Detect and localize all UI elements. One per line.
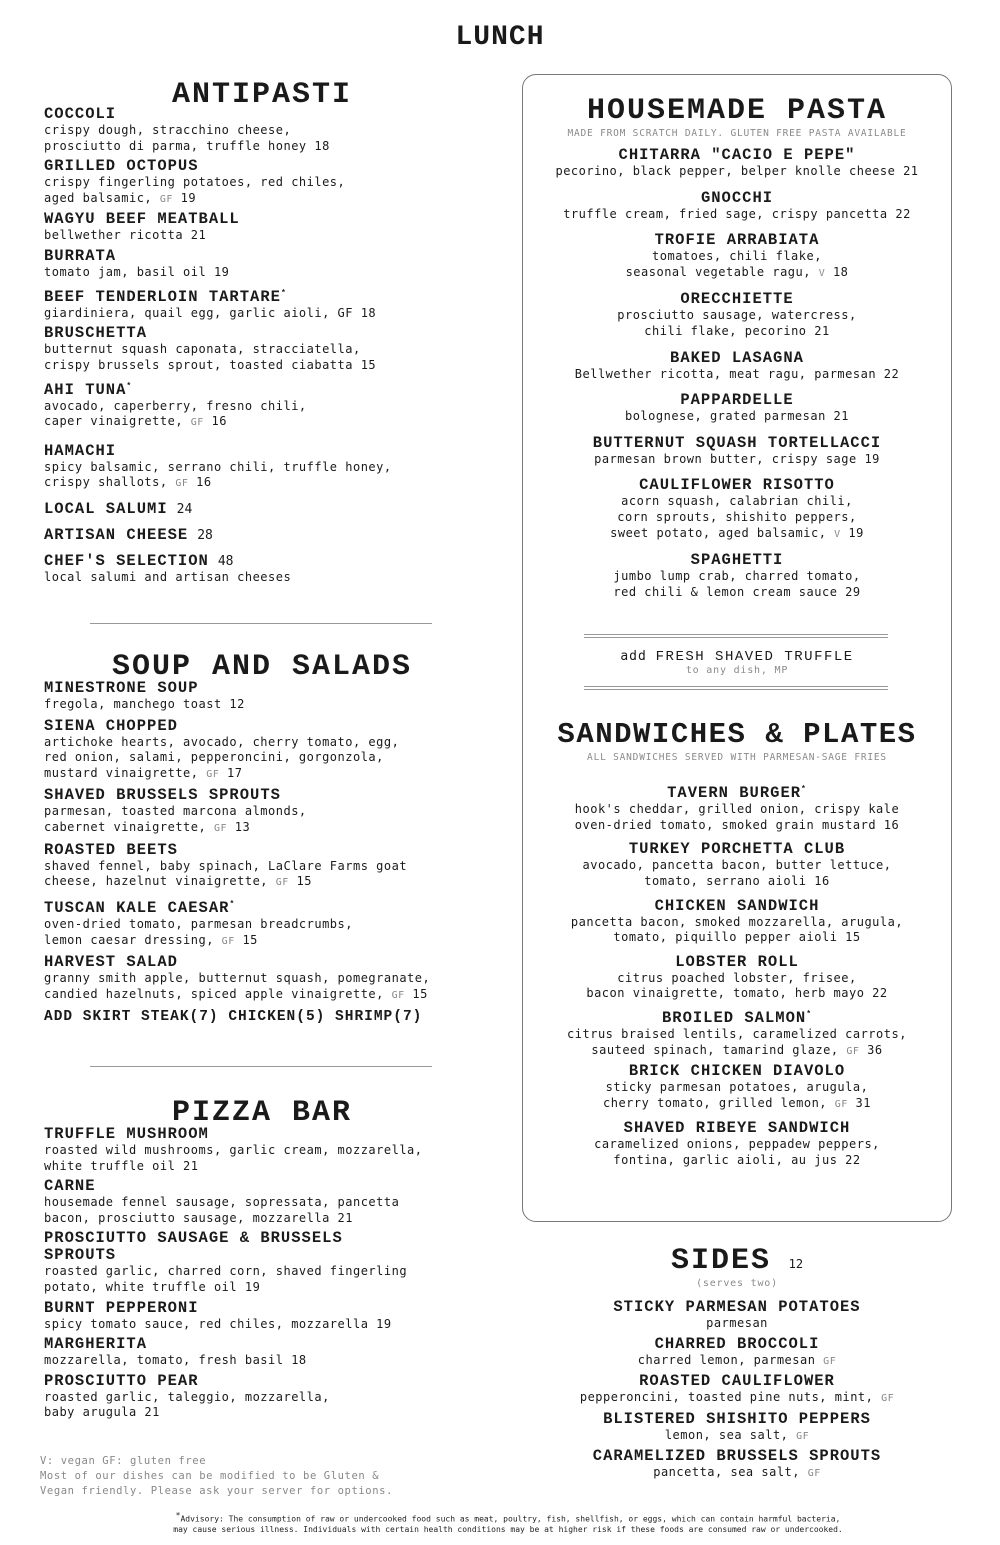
menu-item — [44, 443, 484, 492]
item-name: BURNT PEPPERONI — [44, 1298, 199, 1317]
item-name: GRILLED OCTOPUS — [44, 157, 199, 176]
menu-item — [524, 232, 950, 281]
page-title: LUNCH — [455, 22, 545, 53]
menu-item — [524, 1120, 950, 1168]
menu-item — [524, 1006, 950, 1059]
diet-tag: GF — [823, 1355, 837, 1367]
item-description: bacon, prosciutto sausage, mozzarella 21 — [44, 1210, 353, 1225]
item-name: CARAMELIZED BRUSSELS SPROUTS — [592, 1447, 882, 1466]
item-description: potato, white truffle oil 19 — [44, 1279, 261, 1294]
item-name: PAPPARDELLE — [680, 391, 794, 410]
item-description: parmesan brown butter, crispy sage 19 — [594, 451, 880, 466]
pizza-list — [44, 1126, 484, 1421]
item-description: baby arugula 21 — [44, 1405, 160, 1420]
description-price: 18 — [825, 264, 849, 279]
diet-tag: V — [834, 528, 841, 540]
menu-item — [44, 896, 484, 949]
advisory-line: may cause serious illness. Individuals with certain health conditions may be at higher risk if these foods are consumed raw or undercooked. — [173, 1524, 843, 1534]
item-name: STICKY PARMESAN POTATOES — [613, 1298, 861, 1316]
menu-item — [44, 378, 484, 431]
item-description — [524, 1096, 950, 1113]
item-description: red onion, salami, pepperoncini, gorgonzola, — [44, 750, 384, 765]
item-name: PROSCIUTTO PEAR — [44, 1371, 199, 1390]
menu-item — [44, 1178, 484, 1226]
item-description — [44, 874, 484, 891]
asterisk-mark: * — [806, 1009, 813, 1019]
item-description: tomato, serrano aioli 16 — [644, 873, 830, 888]
item-description: parmesan, toasted marcona almonds, — [44, 804, 307, 819]
sides-list — [524, 1299, 950, 1482]
item-name: WAGYU BEEF MEATBALL — [44, 210, 240, 229]
item-name: BEEF TENDERLOIN TARTARE — [44, 287, 281, 306]
item-price: 24 — [176, 502, 193, 518]
item-name: ROASTED BEETS — [44, 840, 178, 859]
menu-item — [44, 1336, 484, 1369]
item-description: truffle cream, fried sage, crispy pancetta 22 — [563, 206, 911, 221]
diet-tag: GF — [159, 193, 173, 205]
item-description: roasted garlic, taleggio, mozzarella, — [44, 1389, 330, 1404]
item-name: SHAVED RIBEYE SANDWICH — [623, 1119, 851, 1138]
diet-tag: GF — [391, 989, 405, 1001]
divider — [90, 623, 432, 624]
item-name: BROILED SALMON — [661, 1009, 807, 1028]
menu-item — [524, 898, 950, 946]
item-description — [524, 1353, 950, 1370]
item-description: spicy tomato sauce, red chiles, mozzarella 19 — [44, 1316, 392, 1331]
item-description: spicy balsamic, serrano chili, truffle honey, — [44, 459, 392, 474]
soups-list — [44, 680, 484, 1003]
item-name: COCCOLI — [44, 105, 117, 123]
soups-title: SOUP AND SALADS — [111, 650, 413, 684]
pizza-title: PIZZA BAR — [171, 1096, 353, 1130]
item-description — [524, 1390, 950, 1407]
menu-item — [524, 1373, 950, 1407]
diet-tag: GF — [175, 478, 189, 490]
item-description — [524, 1428, 950, 1445]
item-description — [44, 766, 484, 783]
sandwiches-list — [524, 781, 950, 1169]
description-text: cheese, hazelnut vinaigrette, — [44, 874, 276, 889]
description-text: lemon caesar dressing, — [44, 932, 222, 947]
menu-item — [44, 285, 484, 322]
menu-item — [44, 106, 484, 154]
item-name: CHARRED BROCCOLI — [654, 1334, 820, 1353]
menu-item — [44, 954, 484, 1003]
item-description: oven-dried tomato, smoked grain mustard 16 — [574, 817, 900, 832]
description-text: pepperoncini, toasted pine nuts, mint, — [579, 1390, 882, 1405]
menu-item — [524, 147, 950, 180]
item-description — [524, 265, 950, 282]
item-name: SPAGHETTI — [690, 551, 784, 570]
sides-heading — [524, 1244, 950, 1278]
item-price: 48 — [217, 554, 234, 570]
asterisk-mark: * — [229, 899, 236, 909]
diet-tag: GF — [796, 1430, 810, 1442]
description-text: crispy shallots, — [44, 475, 176, 490]
item-description: crispy dough, stracchino cheese, — [44, 123, 292, 137]
item-description: sticky parmesan potatoes, arugula, — [605, 1080, 869, 1095]
diet-tag: GF — [275, 877, 289, 889]
description-text: cabernet vinaigrette, — [44, 819, 214, 834]
item-description: pancetta bacon, smoked mozzarella, arugula, — [570, 914, 904, 929]
item-name: PROSCIUTTO SAUSAGE & BRUSSELS — [44, 1229, 343, 1248]
item-description: avocado, pancetta bacon, butter lettuce, — [582, 858, 892, 873]
item-description — [524, 1043, 950, 1060]
truffle-pre: add — [620, 649, 656, 664]
pasta-list — [524, 147, 950, 600]
asterisk-mark: * — [801, 785, 807, 794]
menu-item — [524, 1299, 950, 1332]
item-description: local salumi and artisan cheeses — [44, 570, 292, 585]
menu-item — [44, 211, 484, 244]
item-description: butternut squash caponata, stracciatella, — [44, 342, 361, 357]
truffle-sub: to any dish, MP — [685, 665, 789, 676]
sides-title: SIDES — [670, 1244, 771, 1278]
advisory — [128, 1511, 888, 1535]
item-name: GNOCCHI — [700, 188, 774, 207]
item-name: LOBSTER ROLL — [675, 952, 799, 971]
menu-item — [44, 1300, 484, 1333]
item-description: acorn squash, calabrian chili, — [621, 494, 853, 509]
item-description: parmesan — [706, 1316, 768, 1330]
item-description: roasted garlic, charred corn, shaved fingerling — [44, 1264, 408, 1279]
asterisk-mark: * — [280, 288, 287, 298]
description-price: 17 — [219, 765, 243, 780]
item-name: TROFIE ARRABIATA — [654, 231, 820, 250]
legend-line: V: vegan GF: gluten free — [40, 1455, 207, 1467]
menu-item — [44, 1126, 484, 1174]
description-price: 19 — [172, 190, 197, 205]
description-text: charred lemon, parmesan — [637, 1352, 824, 1367]
item-description: citrus poached lobster, frisee, — [617, 970, 857, 985]
legend — [40, 1454, 480, 1499]
item-description: mozzarella, tomato, fresh basil 18 — [44, 1353, 307, 1368]
item-description: artichoke hearts, avocado, cherry tomato, egg, — [44, 734, 400, 749]
item-name: CHITARRA "CACIO E PEPE" — [618, 146, 856, 164]
pizza-section — [44, 1096, 484, 1421]
description-price: 31 — [847, 1095, 871, 1110]
item-name: MARGHERITA — [44, 1335, 148, 1354]
menu-item — [524, 1336, 950, 1370]
item-description: giardiniera, quail egg, garlic aioli, GF 18 — [44, 305, 377, 320]
item-name: CHEF'S SELECTION — [44, 552, 209, 571]
legend-line: Most of our dishes can be modified to be Gluten & — [40, 1470, 380, 1482]
description-text: aged balsamic, — [44, 190, 160, 205]
item-description — [44, 933, 484, 950]
truffle-addon — [524, 649, 950, 676]
menu-item — [44, 680, 484, 713]
item-name: ORECCHIETTE — [680, 290, 794, 309]
item-description: fontina, garlic aioli, au jus 22 — [613, 1153, 861, 1168]
description-text: sauteed spinach, tamarind glaze, — [591, 1042, 847, 1057]
menu-item — [524, 552, 950, 600]
description-price: 19 — [840, 525, 864, 540]
truffle-name: FRESH SHAVED TRUFFLE — [655, 649, 854, 665]
item-description: bacon vinaigrette, tomato, herb mayo 22 — [586, 986, 888, 1001]
antipasti-title: ANTIPASTI — [171, 78, 353, 112]
diet-tag: GF — [206, 768, 220, 780]
item-name: BRUSCHETTA — [44, 324, 148, 343]
item-description: tomato, piquillo pepper aioli 15 — [613, 930, 861, 945]
item-description — [524, 1465, 950, 1482]
item-description: shaved fennel, baby spinach, LaClare Farms goat — [44, 858, 408, 873]
item-name: CHICKEN SANDWICH — [654, 896, 820, 915]
legend-line: Vegan friendly. Please ask your server for options. — [40, 1485, 393, 1497]
item-description: white truffle oil 21 — [44, 1158, 199, 1173]
description-text: sweet potato, aged balsamic, — [610, 525, 835, 540]
item-name: BAKED LASAGNA — [670, 348, 804, 367]
description-price: 16 — [203, 414, 228, 429]
item-name: LOCAL SALUMI — [44, 500, 168, 519]
menu-item — [44, 787, 484, 836]
item-name: SIENA CHOPPED — [44, 716, 178, 735]
menu-item — [524, 435, 950, 468]
sides-subtitle: (serves two) — [696, 1278, 778, 1289]
description-text: candied hazelnuts, spiced apple vinaigrette, — [44, 986, 392, 1001]
item-name: BURRATA — [44, 246, 117, 265]
menu-item — [524, 1411, 950, 1445]
diet-tag: GF — [846, 1045, 860, 1057]
soups-section — [44, 650, 484, 1026]
pasta-section — [524, 94, 950, 600]
diet-tag: GF — [807, 1468, 821, 1480]
item-name: TRUFFLE MUSHROOM — [44, 1125, 209, 1143]
sides-price: 12 — [788, 1257, 804, 1271]
item-description: oven-dried tomato, parmesan breadcrumbs, — [44, 916, 353, 931]
item-name: SPROUTS — [44, 1246, 117, 1265]
item-description — [44, 475, 484, 492]
item-description — [44, 191, 484, 208]
divider — [584, 634, 888, 638]
description-text: pancetta, sea salt, — [653, 1465, 808, 1480]
pasta-subtitle: MADE FROM SCRATCH DAILY. GLUTEN FREE PASTA AVAILABLE — [567, 128, 907, 139]
item-description: roasted wild mushrooms, garlic cream, mozzarella, — [44, 1143, 423, 1157]
item-name: AHI TUNA — [44, 380, 127, 399]
antipasti-list — [44, 106, 484, 586]
menu-item — [44, 718, 484, 783]
item-description: tomato jam, basil oil 19 — [44, 264, 230, 279]
description-text: lemon, sea salt, — [664, 1427, 797, 1442]
item-name: SHAVED BRUSSELS SPROUTS — [44, 786, 281, 805]
item-description: pecorino, black pepper, belper knolle cheese 21 — [555, 164, 919, 178]
antipasti-section — [44, 78, 484, 586]
description-text: seasonal vegetable ragu, — [625, 264, 819, 279]
item-name: TUSCAN KALE CAESAR — [44, 898, 230, 917]
menu-item — [524, 781, 950, 833]
menu-item — [44, 842, 484, 891]
menu-item — [524, 392, 950, 425]
item-name: HARVEST SALAD — [44, 953, 178, 972]
item-price: 28 — [197, 528, 213, 544]
diet-tag: V — [818, 267, 826, 279]
diet-tag: GF — [213, 822, 227, 834]
item-description: granny smith apple, butternut squash, pomegranate, — [44, 971, 431, 986]
description-price: 13 — [227, 819, 251, 834]
pasta-title: HOUSEMADE PASTA — [586, 94, 888, 128]
item-name: TURKEY PORCHETTA CLUB — [628, 840, 846, 859]
item-description: tomatoes, chili flake, — [652, 249, 822, 264]
menu-item — [44, 527, 484, 544]
sandwiches-subtitle: ALL SANDWICHES SERVED WITH PARMESAN-SAGE FRIES — [587, 752, 887, 763]
item-name: BUTTERNUT SQUASH TORTELLACCI — [592, 433, 882, 452]
item-description: bellwether ricotta 21 — [44, 228, 207, 243]
menu-item — [524, 841, 950, 889]
advisory-line: Advisory: The consumption of raw or undercooked food such as meat, poultry, fish, shellfish, or eggs, which can contain harmful bacteria, — [180, 1514, 841, 1524]
menu-item — [44, 501, 484, 518]
description-price: 15 — [404, 986, 428, 1001]
item-description: housemade fennel sausage, sopressata, pancetta — [44, 1195, 400, 1210]
item-description — [44, 414, 484, 431]
menu-item — [44, 325, 484, 373]
item-description — [44, 820, 484, 837]
sides-section — [524, 1244, 950, 1482]
item-description: caramelized onions, peppadew peppers, — [594, 1137, 880, 1152]
item-name: ARTISAN CHEESE — [44, 526, 189, 545]
item-description: prosciutto sausage, watercress, — [617, 308, 857, 323]
divider — [584, 686, 888, 690]
item-name: MINESTRONE SOUP — [44, 679, 199, 697]
item-description: corn sprouts, shishito peppers, — [617, 509, 857, 524]
item-description — [524, 526, 950, 543]
asterisk-mark: * — [126, 381, 133, 391]
item-description: chili flake, pecorino 21 — [644, 323, 830, 338]
description-text: caper vinaigrette, — [44, 414, 191, 429]
menu-item — [524, 350, 950, 383]
menu-item — [44, 248, 484, 281]
item-description — [44, 987, 484, 1004]
description-text: mustard vinaigrette, — [44, 765, 207, 780]
sandwiches-title: SANDWICHES & PLATES — [557, 718, 917, 751]
item-name: HAMACHI — [44, 441, 117, 460]
item-name: CAULIFLOWER RISOTTO — [639, 476, 835, 495]
menu-item — [44, 158, 484, 207]
description-price: 15 — [234, 932, 258, 947]
sandwiches-section — [524, 718, 950, 1169]
menu-item — [524, 1063, 950, 1112]
addons-line: ADD SKIRT STEAK(7) CHICKEN(5) SHRIMP(7) — [44, 1009, 423, 1026]
menu-item — [524, 1448, 950, 1482]
diet-tag: GF — [221, 935, 235, 947]
item-description: crispy brussels sprout, toasted ciabatta 15 — [44, 357, 377, 372]
item-description: citrus braised lentils, caramelized carrots, — [567, 1027, 907, 1042]
item-description: prosciutto di parma, truffle honey 18 — [44, 138, 330, 153]
diet-tag: GF — [190, 417, 204, 429]
description-price: 15 — [288, 874, 312, 889]
item-name: CARNE — [44, 1177, 96, 1196]
item-name: BLISTERED SHISHITO PEPPERS — [603, 1409, 871, 1428]
divider — [90, 1066, 432, 1067]
menu-item — [524, 190, 950, 223]
description-price: 36 — [859, 1042, 883, 1057]
item-name: BRICK CHICKEN DIAVOLO — [628, 1062, 846, 1081]
description-price: 16 — [188, 475, 212, 490]
diet-tag: GF — [834, 1098, 848, 1110]
menu-item — [44, 553, 484, 586]
menu-item — [44, 1230, 484, 1295]
menu-item — [524, 477, 950, 542]
item-description: crispy fingerling potatoes, red chiles, — [44, 175, 346, 190]
item-name: ROASTED CAULIFLOWER — [639, 1372, 835, 1391]
item-description: red chili & lemon cream sauce 29 — [613, 584, 861, 599]
item-name: TAVERN BURGER — [667, 784, 802, 803]
diet-tag: GF — [881, 1393, 895, 1405]
menu-item — [524, 291, 950, 339]
item-description: bolognese, grated parmesan 21 — [624, 409, 849, 424]
advisory-star: * — [175, 1511, 181, 1520]
item-description: jumbo lump crab, charred tomato, — [613, 569, 861, 584]
item-description: hook's cheddar, grilled onion, crispy kale — [574, 802, 900, 817]
item-description: avocado, caperberry, fresno chili, — [44, 398, 307, 413]
menu-item — [44, 1373, 484, 1421]
item-description: Bellwether ricotta, meat ragu, parmesan 22 — [574, 366, 900, 381]
description-text: cherry tomato, grilled lemon, — [603, 1095, 835, 1110]
menu-item — [524, 954, 950, 1002]
item-description: fregola, manchego toast 12 — [44, 697, 245, 711]
